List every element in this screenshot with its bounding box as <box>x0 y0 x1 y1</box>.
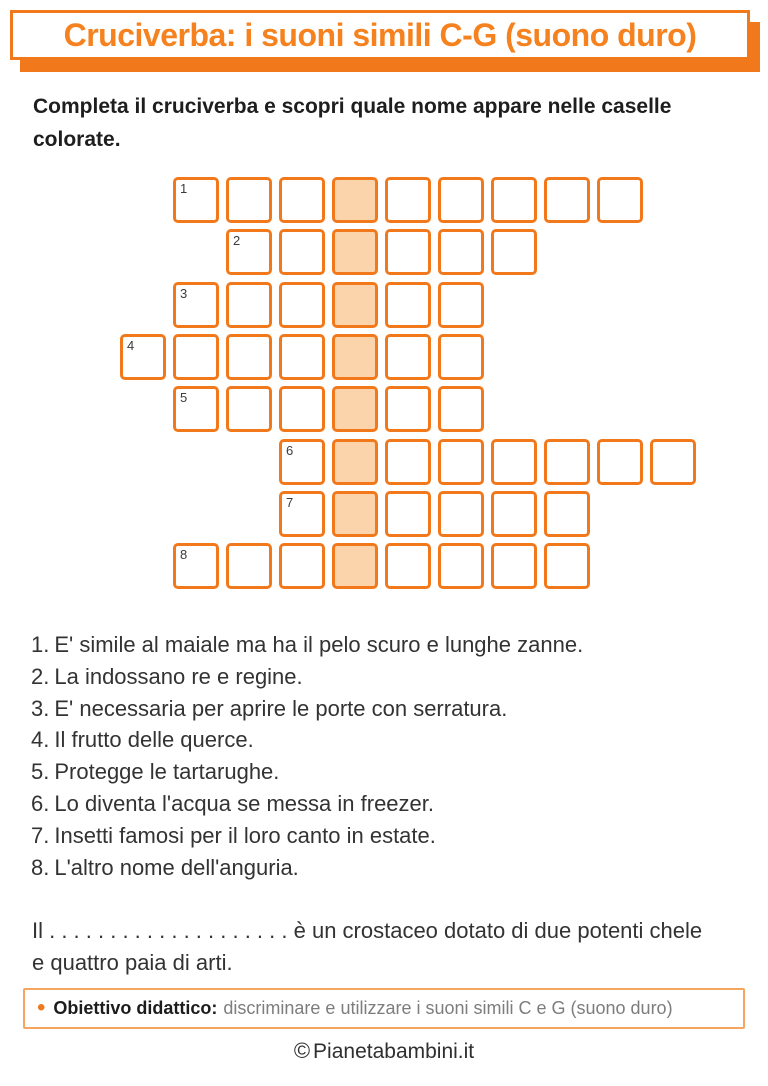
grid-cell <box>279 229 325 275</box>
grid-cell <box>438 439 484 485</box>
grid-clue-number-label: 2 <box>233 233 241 248</box>
clue-number: 5. <box>31 759 50 785</box>
grid-cell <box>226 229 272 275</box>
grid-cell <box>544 439 590 485</box>
grid-cell-highlighted <box>332 177 378 223</box>
clue-item <box>31 661 583 693</box>
copyright-text: Pianetabambini.it <box>313 1040 475 1063</box>
grid-cell <box>279 282 325 328</box>
grid-cell <box>544 177 590 223</box>
bullet-icon: • <box>37 993 46 1021</box>
grid-cell-highlighted <box>332 282 378 328</box>
grid-cell <box>226 282 272 328</box>
grid-clue-number-label: 3 <box>180 286 188 301</box>
grid-clue-number-label: 6 <box>286 443 294 458</box>
clue-item <box>31 788 583 820</box>
clue-text: E' necessaria per aprire le porte con serratura. <box>54 695 508 721</box>
grid-clue-number-label: 7 <box>286 495 294 510</box>
grid-cell <box>385 282 431 328</box>
grid-cell <box>438 177 484 223</box>
clue-text: Lo diventa l'acqua se messa in freezer. <box>54 790 434 816</box>
grid-cell-highlighted <box>332 439 378 485</box>
clue-number: 6. <box>31 790 50 816</box>
grid-cell <box>491 543 537 589</box>
grid-cell <box>491 491 537 537</box>
grid-cell <box>385 386 431 432</box>
grid-cell <box>438 543 484 589</box>
grid-clue-number-label: 1 <box>180 181 188 196</box>
grid-cell <box>544 491 590 537</box>
clue-number: 2. <box>31 663 50 689</box>
grid-cell <box>544 543 590 589</box>
clue-text: E' simile al maiale ma ha il pelo scuro e lunghe zanne. <box>54 632 584 657</box>
grid-cell <box>438 282 484 328</box>
grid-cell <box>491 177 537 223</box>
grid-cell-highlighted <box>332 491 378 537</box>
objective-box <box>23 988 745 1029</box>
clue-number: 7. <box>31 822 50 848</box>
clue-number: 3. <box>31 695 50 721</box>
grid-cell <box>279 386 325 432</box>
grid-cell <box>385 439 431 485</box>
grid-cell-highlighted <box>332 229 378 275</box>
grid-cell <box>173 543 219 589</box>
grid-cell <box>385 229 431 275</box>
grid-cell <box>173 177 219 223</box>
grid-cell <box>597 177 643 223</box>
grid-cell <box>385 491 431 537</box>
clue-number: 4. <box>31 727 50 753</box>
clue-number: 8. <box>31 854 50 880</box>
clue-number: 1. <box>31 632 50 657</box>
grid-cell-highlighted <box>332 334 378 380</box>
grid-cell <box>173 282 219 328</box>
clue-item <box>31 756 583 788</box>
grid-cell <box>279 439 325 485</box>
grid-cell <box>279 491 325 537</box>
grid-cell-highlighted <box>332 386 378 432</box>
instruction-line-2: colorate. <box>33 128 121 151</box>
objective-label: Obiettivo didattico: <box>53 998 218 1018</box>
grid-clue-number-label: 5 <box>180 390 188 405</box>
grid-cell <box>279 334 325 380</box>
grid-clue-number-label: 8 <box>180 547 188 562</box>
grid-cell <box>438 491 484 537</box>
fill-in-sentence <box>32 915 702 979</box>
page-title: Cruciverba: i suoni simili C-G (suono duro) <box>63 16 697 53</box>
clue-item <box>31 852 583 884</box>
instruction-line-1: Completa il cruciverba e scopri quale nome appare nelle caselle <box>33 95 672 118</box>
clue-text: L'altro nome dell'anguria. <box>54 854 299 880</box>
clue-text: Il frutto delle querce. <box>54 727 254 753</box>
clue-item <box>31 820 583 852</box>
grid-cell <box>385 334 431 380</box>
grid-clue-number-label: 4 <box>127 338 135 353</box>
grid-cell <box>173 334 219 380</box>
grid-cell <box>650 439 696 485</box>
clue-text: La indossano re e regine. <box>54 663 303 689</box>
copyright <box>0 1038 768 1064</box>
grid-cell <box>173 386 219 432</box>
grid-cell <box>491 229 537 275</box>
sentence-line-1: Il . . . . . . . . . . . . . . . . . . . . è un crostaceo dotato di due potenti chele <box>32 918 703 943</box>
clues-list <box>31 629 583 883</box>
grid-cell <box>226 177 272 223</box>
grid-cell <box>279 177 325 223</box>
clue-item <box>31 724 583 756</box>
grid-cell <box>438 334 484 380</box>
grid-cell <box>385 543 431 589</box>
grid-cell <box>226 334 272 380</box>
copyright-icon: © <box>293 1038 311 1063</box>
grid-cell <box>597 439 643 485</box>
grid-cell <box>438 386 484 432</box>
grid-cell <box>226 386 272 432</box>
grid-cell <box>120 334 166 380</box>
clue-item <box>31 629 583 661</box>
grid-cell <box>385 177 431 223</box>
objective-text: discriminare e utilizzare i suoni simili C e G (suono duro) <box>223 998 673 1018</box>
grid-cell <box>279 543 325 589</box>
clue-text: Protegge le tartarughe. <box>54 759 280 785</box>
sentence-line-2: e quattro paia di arti. <box>32 950 233 975</box>
grid-cell <box>226 543 272 589</box>
grid-cell <box>491 439 537 485</box>
clue-item <box>31 693 583 725</box>
clue-text: Insetti famosi per il loro canto in estate. <box>54 822 436 848</box>
grid-cell <box>438 229 484 275</box>
grid-cell-highlighted <box>332 543 378 589</box>
